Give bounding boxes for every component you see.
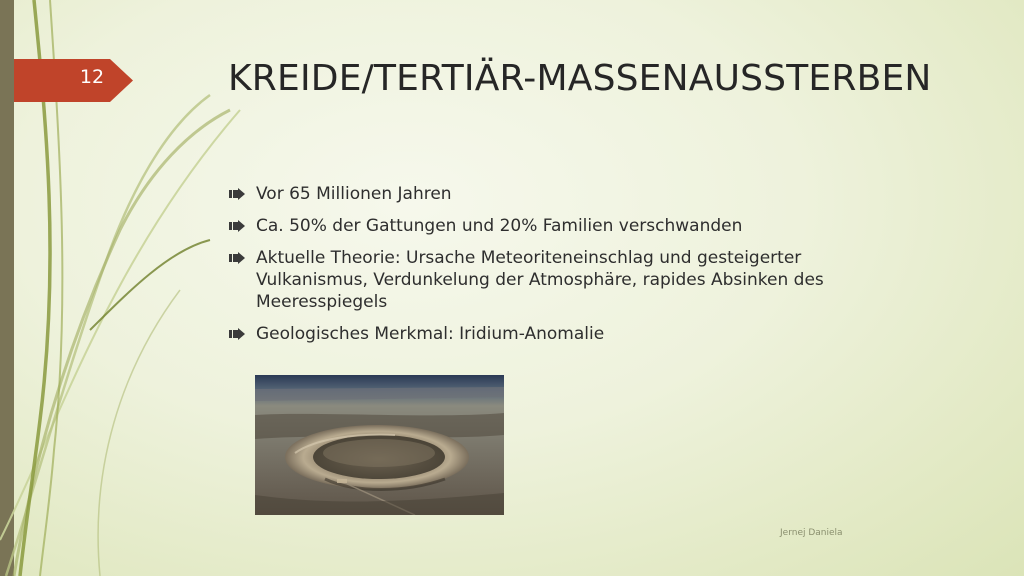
crater-photo xyxy=(255,375,504,515)
arrow-bullet-icon xyxy=(229,328,245,340)
list-item xyxy=(229,183,909,205)
bullet-text: Geologisches Merkmal: Iridium-Anomalie xyxy=(256,324,605,344)
bullet-text: Ca. 50% der Gattungen und 20% Familien verschwanden xyxy=(256,216,743,236)
list-item xyxy=(229,323,909,345)
slide-number: 12 xyxy=(79,66,105,88)
bullet-text: Aktuelle Theorie: Ursache Meteoriteneinschlag und gesteigerter Vulkanismus, Verdunkelung der Atmosphäre, rapides Absinken des Meeresspiegels xyxy=(256,248,824,312)
arrow-bullet-icon xyxy=(229,220,245,232)
bullet-text: Vor 65 Millionen Jahren xyxy=(256,184,452,204)
slide-title: KREIDE/TERTIÄR-MASSENAUSSTERBEN xyxy=(228,58,932,99)
list-item xyxy=(229,247,909,313)
list-item xyxy=(229,215,909,237)
bullet-list xyxy=(229,183,909,355)
footer-author: Jernej Daniela xyxy=(780,528,843,538)
arrow-bullet-icon xyxy=(229,252,245,264)
arrow-bullet-icon xyxy=(229,188,245,200)
